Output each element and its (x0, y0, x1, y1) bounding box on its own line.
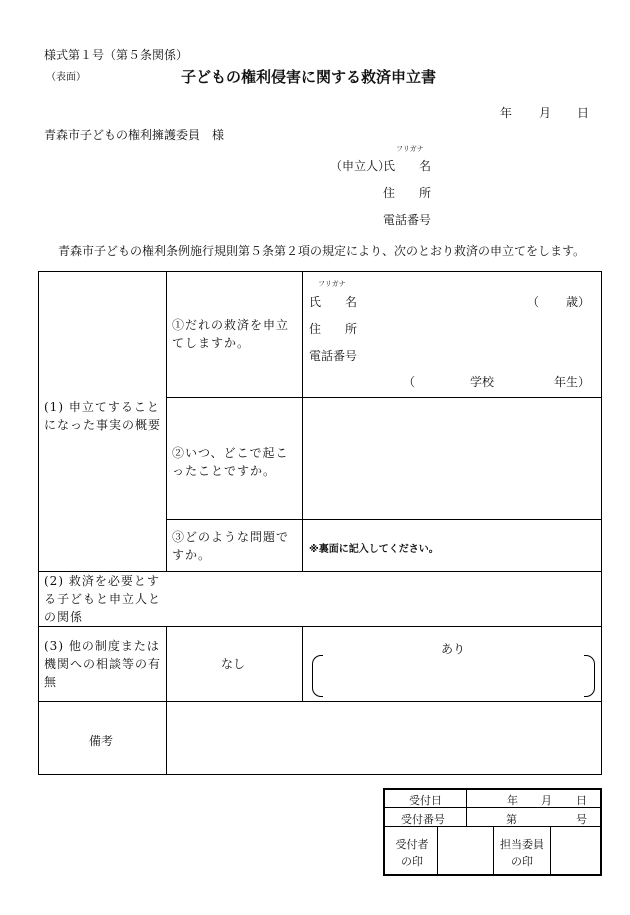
reception-date-label: 受付日 (409, 794, 442, 807)
relationship-answer-cell[interactable] (167, 572, 601, 626)
applicant-label: （申立人） (330, 159, 391, 173)
reception-date-month: 月 (541, 794, 552, 807)
consultation-details-field[interactable] (324, 656, 582, 694)
applicant-name-field[interactable]: 氏 名 (383, 159, 432, 173)
remarks-field[interactable] (167, 702, 601, 774)
who-school-label: 学校 (470, 375, 495, 389)
section1-label: (1) 申立てすることになった事実の概要 (44, 400, 162, 432)
section2-label: (2) 救済を必要とする子どもと申立人との関係 (44, 574, 162, 624)
consultation-none-option[interactable]: なし (221, 657, 246, 671)
when-question: ②いつ、どこで起こったことですか。 (172, 446, 289, 478)
intro-statement: 青森市子どもの権利条例施行規則第５条第２項の規定により、次のとおり救済の申立てをします。 (58, 244, 586, 258)
reception-number-prefix: 第 (506, 813, 517, 826)
reception-number-label: 受付番号 (401, 813, 445, 826)
who-grade-label: 年生） (554, 375, 591, 389)
reception-date-day: 日 (576, 794, 587, 807)
reception-number-suffix: 号 (576, 813, 587, 826)
applicant-phone-field[interactable]: 電話番号 (383, 213, 432, 227)
what-question: ③どのような問題ですか。 (172, 530, 290, 562)
addressee: 青森市子どもの権利擁護委員 様 (44, 128, 225, 142)
date-day-label: 日 (577, 106, 590, 120)
receiver-seal-label: 受付者の印 (395, 838, 429, 868)
form-number: 様式第１号（第５条関係） (44, 48, 189, 62)
section3-label: (3) 他の制度または機関への相談等の有無 (44, 639, 162, 689)
who-age-close: 歳） (566, 295, 591, 309)
date-month-label: 月 (539, 106, 552, 120)
what-note: ※裏面に記入してください。 (309, 544, 439, 555)
who-address-field[interactable]: 住 所 (309, 322, 358, 336)
bracket-right (584, 655, 595, 697)
date-year-label: 年 (500, 106, 513, 120)
form-side-label: （表面） (46, 72, 86, 83)
bracket-left (312, 655, 323, 697)
reception-date-year: 年 (507, 794, 518, 807)
who-name-field[interactable]: 氏 名 (309, 295, 358, 309)
applicant-furigana: フリガナ (396, 145, 424, 153)
who-furigana: フリガナ (318, 280, 346, 288)
who-age-open: （ (527, 295, 540, 309)
page-title: 子どもの権利侵害に関する救済申立書 (181, 68, 437, 86)
who-phone-field[interactable]: 電話番号 (309, 349, 358, 363)
remarks-label: 備考 (89, 734, 114, 748)
member-seal-label: 担当委員の印 (500, 838, 544, 868)
applicant-address-field[interactable]: 住 所 (383, 186, 432, 200)
consultation-yes-option[interactable]: あり (441, 642, 466, 656)
who-school-open: （ (403, 375, 416, 389)
when-answer-cell[interactable] (303, 398, 601, 518)
who-question: ①だれの救済を申立てしますか。 (172, 318, 290, 350)
